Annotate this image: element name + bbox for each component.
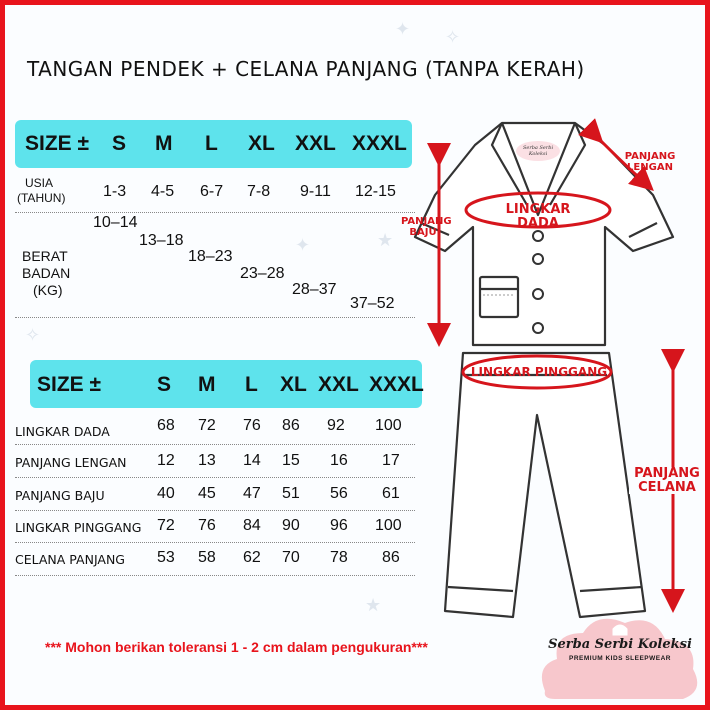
label-text: LENGAN xyxy=(627,161,673,173)
label-panjang-baju xyxy=(401,216,452,238)
table2-header-s: S xyxy=(157,373,172,396)
table-cell: 76 xyxy=(198,517,216,534)
weight-xxxl: 37–52 xyxy=(350,295,395,312)
weight-label: BERAT xyxy=(22,248,68,264)
table-cell: 62 xyxy=(243,549,261,566)
table-cell: 14 xyxy=(243,452,261,469)
table1-header-s: S xyxy=(112,132,127,155)
table1-header-l: L xyxy=(205,132,218,155)
weight-xxl: 28–37 xyxy=(292,281,337,298)
table-cell: 100 xyxy=(375,517,402,534)
row-label-panjang-lengan: PANJANG LENGAN xyxy=(15,455,127,470)
shirt-logo: Serba Serbi Koleksi xyxy=(522,145,554,157)
table2-header-m: M xyxy=(198,373,216,396)
table1-header-xxl: XXL xyxy=(295,132,336,155)
table-cell: 47 xyxy=(243,485,261,502)
table-cell: 68 xyxy=(157,417,175,434)
table-cell: 96 xyxy=(330,517,348,534)
table-cell: 56 xyxy=(330,485,348,502)
label-text: PANJANG xyxy=(634,466,700,481)
table-cell: 84 xyxy=(243,517,261,534)
row-label-lingkar-dada: LINGKAR DADA xyxy=(15,424,110,439)
page-title: TANGAN PENDEK + CELANA PANJANG (TANPA KERAH) xyxy=(27,57,585,81)
button-icon xyxy=(533,231,543,241)
button-icon xyxy=(533,289,543,299)
table1-header-m: M xyxy=(155,132,173,155)
table2-header-xxl: XXL xyxy=(318,373,359,396)
age-xxl: 9-11 xyxy=(300,183,331,200)
weight-label-2: BADAN xyxy=(22,265,71,281)
star-icon: ★ xyxy=(365,595,382,615)
age-l: 6-7 xyxy=(200,183,224,200)
label-lingkar-pinggang: LINGKAR PINGGANG xyxy=(470,365,608,379)
table-cell: 61 xyxy=(382,485,400,502)
weight-label-unit: (KG) xyxy=(33,282,63,298)
table-cell: 72 xyxy=(157,517,175,534)
age-xl: 7-8 xyxy=(247,183,271,200)
logo-name: Serba Serbi Koleksi xyxy=(548,637,692,652)
table-cell: 58 xyxy=(198,549,216,566)
age-label-unit: (TAHUN) xyxy=(17,191,66,205)
pajama-diagram xyxy=(5,5,710,710)
row-label-panjang-baju: PANJANG BAJU xyxy=(15,488,105,503)
label-lingkar-dada: LINGKAR DADA xyxy=(505,202,571,231)
table-cell: 78 xyxy=(330,549,348,566)
tolerance-note: *** Mohon berikan toleransi 1 - 2 cm dalam pengukuran*** xyxy=(45,639,428,655)
table-cell: 86 xyxy=(382,549,400,566)
table-cell: 17 xyxy=(382,452,400,469)
row-label-celana-panjang: CELANA PANJANG xyxy=(15,552,125,567)
table-cell: 40 xyxy=(157,485,175,502)
label-panjang-lengan xyxy=(605,152,695,173)
weight-s: 10–14 xyxy=(93,214,138,231)
age-label: USIA xyxy=(25,176,54,190)
table1-header-xxxl: XXXL xyxy=(352,132,407,155)
pants-outline xyxy=(445,353,645,617)
star-icon: ★ xyxy=(377,230,394,250)
table-cell: 12 xyxy=(157,452,175,469)
weight-m: 13–18 xyxy=(139,232,184,249)
table1-header-size: SIZE ± xyxy=(25,132,90,155)
star-icon: ✦ xyxy=(295,235,311,255)
table-cell: 16 xyxy=(330,452,348,469)
label-text: BAJU xyxy=(409,226,437,238)
age-xxxl: 12-15 xyxy=(355,183,396,200)
table-cell: 92 xyxy=(327,417,345,434)
table-cell: 86 xyxy=(282,417,300,434)
weight-l: 18–23 xyxy=(188,248,233,265)
table2-header-xxxl: XXXL xyxy=(369,373,424,396)
star-icon: ✧ xyxy=(445,27,461,47)
table-cell: 45 xyxy=(198,485,216,502)
table1-header-xl: XL xyxy=(248,132,275,155)
age-s: 1-3 xyxy=(103,183,127,200)
label-text: PANJANG xyxy=(401,216,452,227)
table2-header-size: SIZE ± xyxy=(37,373,102,396)
table-cell: 13 xyxy=(198,452,216,469)
star-icon: ✦ xyxy=(395,19,411,39)
table-cell: 15 xyxy=(282,452,300,469)
table2-header-l: L xyxy=(245,373,258,396)
button-icon xyxy=(533,254,543,264)
label-text: PANJANG xyxy=(624,151,676,162)
label-text: CELANA xyxy=(638,479,696,495)
button-icon xyxy=(533,323,543,333)
table2-header-xl: XL xyxy=(280,373,307,396)
table-cell: 90 xyxy=(282,517,300,534)
logo-tagline: PREMIUM KIDS SLEEPWEAR xyxy=(568,655,671,662)
table-cell: 70 xyxy=(282,549,300,566)
table-cell: 72 xyxy=(198,417,216,434)
age-m: 4-5 xyxy=(151,183,175,200)
table-cell: 76 xyxy=(243,417,261,434)
table-cell: 51 xyxy=(282,485,300,502)
star-icon: ✧ xyxy=(25,325,41,345)
table-cell: 100 xyxy=(375,417,402,434)
table-cell: 53 xyxy=(157,549,175,566)
weight-xl: 23–28 xyxy=(240,265,285,282)
row-label-lingkar-pinggang: LINGKAR PINGGANG xyxy=(15,520,142,535)
label-panjang-celana xyxy=(629,467,705,494)
